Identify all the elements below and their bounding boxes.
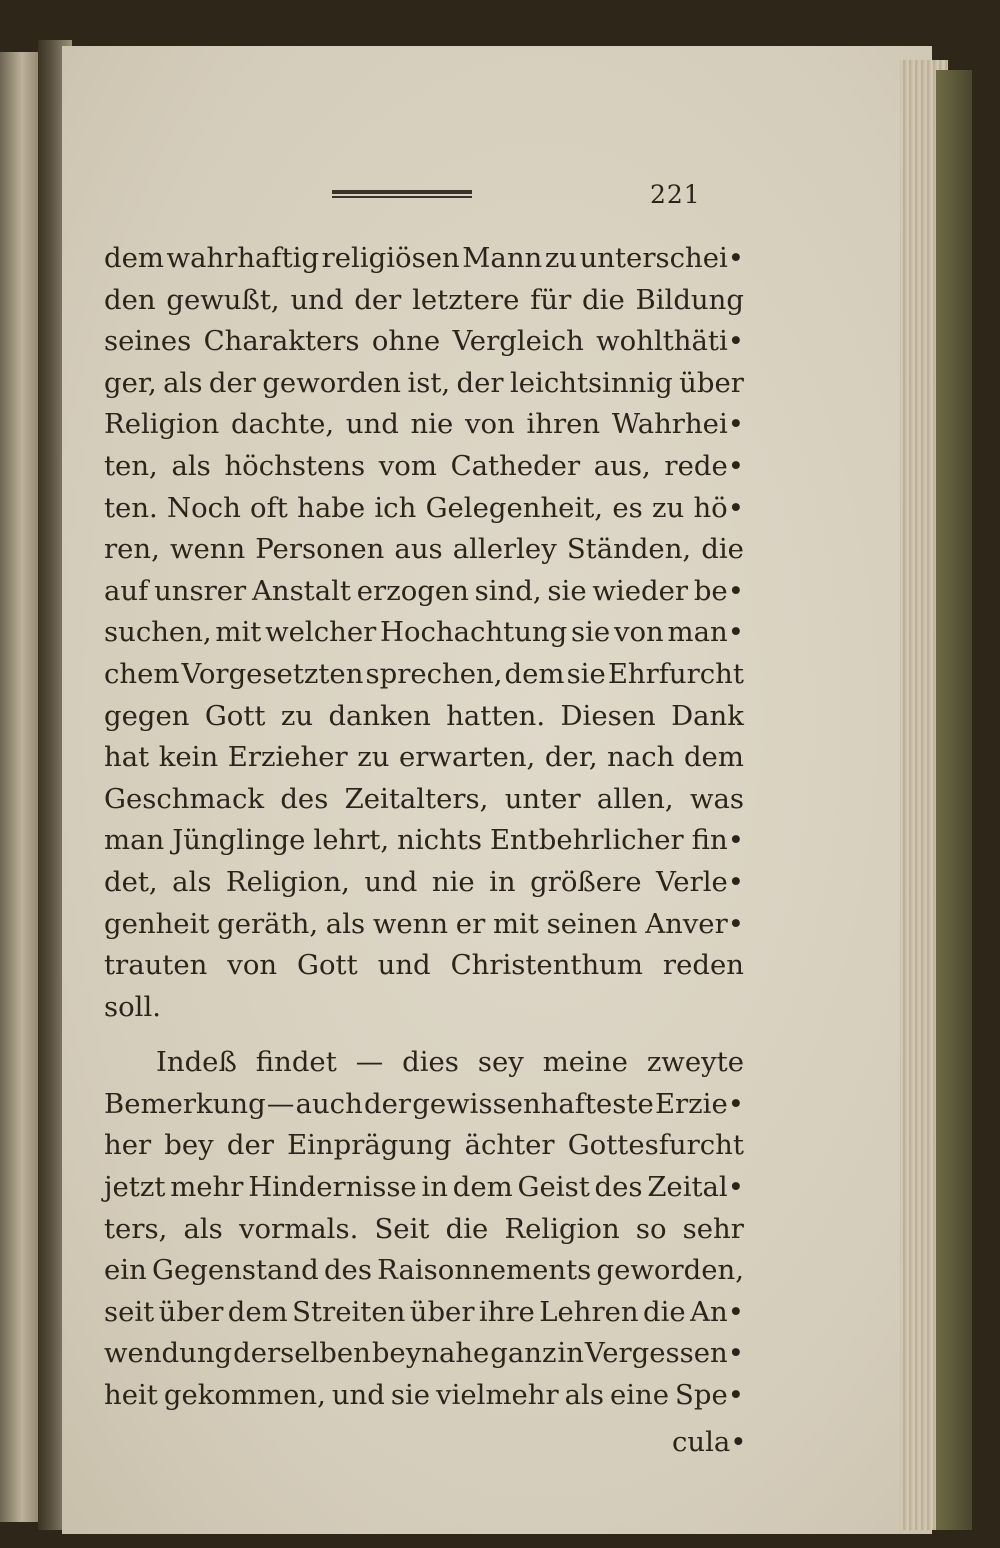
- header-rule-thick: [332, 190, 472, 194]
- text-line: seines Charakters ohne Vergleich wohlthäti•: [104, 325, 744, 358]
- text-line: seit über dem Streiten über ihre Lehren die An•: [104, 1295, 744, 1328]
- text-line: ren, wenn Personen aus allerley Ständen, die: [104, 533, 744, 566]
- paragraph-1: [104, 238, 744, 1028]
- text-line: chem Vorgesetzten sprechen, dem sie Ehrfurcht: [104, 657, 744, 690]
- text-line: ten, als höchstens vom Catheder aus, rede•: [104, 449, 744, 482]
- catchword: cula•: [672, 1426, 747, 1458]
- text-line: ein Gegenstand des Raisonnements geworden,: [104, 1254, 744, 1287]
- previous-page-edge: [0, 52, 40, 1522]
- header-rule-thin: [332, 196, 472, 198]
- text-line: wendung derselben beynahe ganz in Vergessen•: [104, 1337, 744, 1370]
- text-line: gegen Gott zu danken hatten. Diesen Dank: [104, 699, 744, 732]
- text-line: Geschmack des Zeitalters, unter allen, was: [104, 782, 744, 815]
- text-line: heit gekommen, und sie vielmehr als eine Spe•: [104, 1379, 744, 1412]
- text-line: Bemerkung — auch der gewissenhafteste Erzie•: [104, 1087, 744, 1120]
- paragraph-2: [104, 1042, 744, 1416]
- text-line: suchen, mit welcher Hochachtung sie von man•: [104, 616, 744, 649]
- text-line: auf unsrer Anstalt erzogen sind, sie wieder be•: [104, 574, 744, 607]
- text-line: den gewußt, und der letztere für die Bildung: [104, 283, 744, 316]
- text-line: her bey der Einprägung ächter Gottesfurcht: [104, 1129, 744, 1162]
- text-line: ger, als der geworden ist, der leichtsinnig über: [104, 366, 744, 399]
- text-line: jetzt mehr Hindernisse in dem Geist des Zeital•: [104, 1171, 744, 1204]
- text-line: hat kein Erzieher zu erwarten, der, nach dem: [104, 741, 744, 774]
- text-line: det, als Religion, und nie in größere Verle•: [104, 865, 744, 898]
- body-text: [104, 238, 744, 1417]
- text-line: man Jünglinge lehrt, nichts Entbehrlicher fin•: [104, 824, 744, 857]
- text-line: Religion dachte, und nie von ihren Wahrhei•: [104, 408, 744, 441]
- text-line: soll.: [104, 990, 162, 1023]
- text-line: dem wahrhaftig religiösen Mann zu unterschei•: [104, 242, 744, 274]
- header-rule: [332, 190, 472, 199]
- text-line: ten. Noch oft habe ich Gelegenheit, es zu hö•: [104, 491, 744, 524]
- page-number: 221: [650, 180, 701, 209]
- text-line: trauten von Gott und Christenthum reden: [104, 949, 744, 982]
- paragraph-gap: [104, 1028, 744, 1042]
- text-line: Indeß findet — dies sey meine zweyte: [156, 1046, 744, 1079]
- text-line: ters, als vormals. Seit die Religion so sehr: [104, 1212, 744, 1245]
- book-cover-edge: [936, 70, 972, 1530]
- text-line: genheit geräth, als wenn er mit seinen Anver•: [104, 907, 744, 940]
